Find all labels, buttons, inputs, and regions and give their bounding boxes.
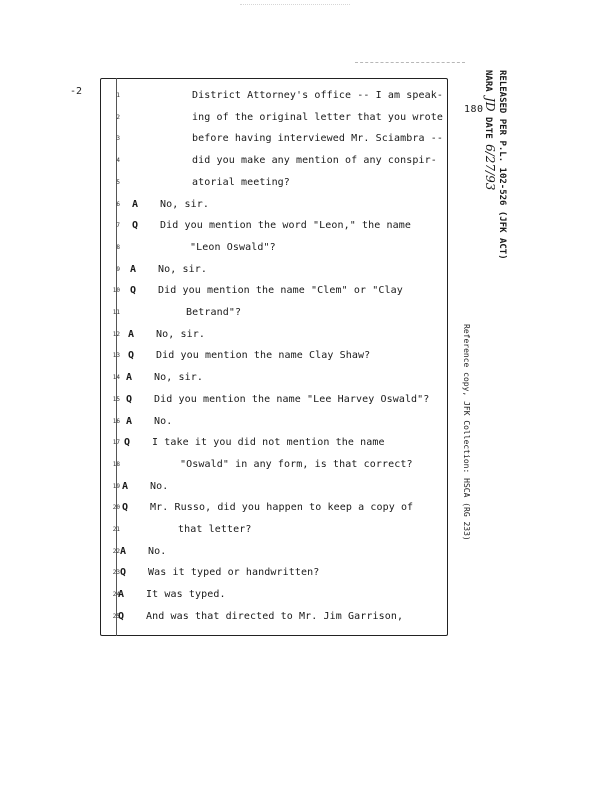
line-number: 8 xyxy=(116,243,120,251)
line-text: Was it typed or handwritten? xyxy=(148,567,320,579)
line-text: "Leon Oswald"? xyxy=(190,241,276,253)
line-number: 18 xyxy=(112,460,120,468)
speaker-label: Q xyxy=(130,285,137,297)
speaker-label: A xyxy=(126,415,133,427)
line-number: 23 xyxy=(112,569,120,577)
release-stamp xyxy=(482,70,508,260)
line-text: And was that directed to Mr. Jim Garrison, xyxy=(146,610,404,622)
release-stamp-date-label: DATE xyxy=(483,116,493,139)
line-text: Betrand"? xyxy=(186,307,242,318)
line-text: "Oswald" in any form, is that correct? xyxy=(180,458,413,470)
speaker-label: A xyxy=(126,372,133,384)
line-number: 22 xyxy=(112,547,120,555)
speaker-label: Q xyxy=(132,220,139,232)
scan-artifact xyxy=(240,4,350,11)
speaker-label: A xyxy=(130,263,137,275)
line-text: No. xyxy=(148,545,167,557)
line-number: 15 xyxy=(112,395,120,403)
line-text: Mr. Russo, did you happen to keep a copy of xyxy=(150,502,414,514)
speaker-label: Q xyxy=(128,350,135,362)
release-stamp-nara-label: NARA xyxy=(483,70,493,92)
line-text: Did you mention the name "Clem" or "Clay xyxy=(158,285,403,297)
line-number: 13 xyxy=(112,352,120,360)
line-number: 10 xyxy=(112,287,120,295)
line-number: 2 xyxy=(116,113,120,121)
line-text: No, sir. xyxy=(156,328,205,340)
line-number: 7 xyxy=(116,222,120,230)
line-number: 4 xyxy=(116,157,120,165)
speaker-label: A xyxy=(118,589,125,601)
line-text: I take it you did not mention the name xyxy=(152,437,385,449)
line-text: ing of the original letter that you wrote xyxy=(192,111,443,123)
line-number: 20 xyxy=(112,504,120,512)
line-number: 14 xyxy=(112,374,120,382)
line-text: before having interviewed Mr. Sciambra -- xyxy=(192,133,443,145)
line-text: No, sir. xyxy=(158,263,207,275)
line-number: 24 xyxy=(112,591,120,599)
page-number: 180 xyxy=(464,104,484,115)
release-stamp-initials: JD xyxy=(483,97,497,112)
release-stamp-line2 xyxy=(482,70,496,260)
line-text: that letter? xyxy=(178,524,252,535)
line-text: No, sir. xyxy=(160,198,209,210)
margin-mark: -2 xyxy=(70,86,83,97)
line-text: Did you mention the name "Lee Harvey Oswald"? xyxy=(154,393,430,405)
line-text: did you make any mention of any conspir- xyxy=(192,155,437,167)
release-stamp-line1: RELEASED PER P.L. 102-526 (JFK ACT) xyxy=(497,70,507,260)
speaker-label: Q xyxy=(120,567,127,579)
line-number: 9 xyxy=(116,265,120,273)
speaker-label: Q xyxy=(126,393,133,405)
line-number: 25 xyxy=(112,612,120,620)
speaker-label: A xyxy=(128,328,135,340)
speaker-label: A xyxy=(120,545,127,557)
line-text: No. xyxy=(154,415,173,427)
line-text: Did you mention the word "Leon," the name xyxy=(160,220,411,232)
speaker-label: A xyxy=(122,480,129,492)
line-text: No. xyxy=(150,480,169,492)
line-number: 21 xyxy=(112,526,120,533)
line-text: No, sir. xyxy=(154,372,203,384)
line-number: 17 xyxy=(112,439,120,447)
speaker-label: Q xyxy=(118,610,125,622)
line-number: 3 xyxy=(116,135,120,143)
speaker-label: Q xyxy=(124,437,131,449)
line-number: 19 xyxy=(112,482,120,490)
line-text: Did you mention the name Clay Shaw? xyxy=(156,350,371,362)
line-number: 16 xyxy=(112,417,120,425)
line-number: 6 xyxy=(116,200,120,208)
reference-note: Reference copy, JFK Collection: HSCA (RG 233) xyxy=(462,324,471,541)
line-text: atorial meeting? xyxy=(192,176,290,188)
line-number: 5 xyxy=(116,178,120,186)
speaker-label: Q xyxy=(122,502,129,514)
scan-artifact xyxy=(355,62,465,66)
line-text: It was typed. xyxy=(146,589,226,601)
release-stamp-date: 6/27/93 xyxy=(483,144,497,191)
speaker-label: A xyxy=(132,198,139,210)
line-number: 1 xyxy=(116,92,120,99)
line-number: 12 xyxy=(112,330,120,338)
line-text: District Attorney's office -- I am speak- xyxy=(192,90,443,101)
line-number: 11 xyxy=(112,309,120,316)
